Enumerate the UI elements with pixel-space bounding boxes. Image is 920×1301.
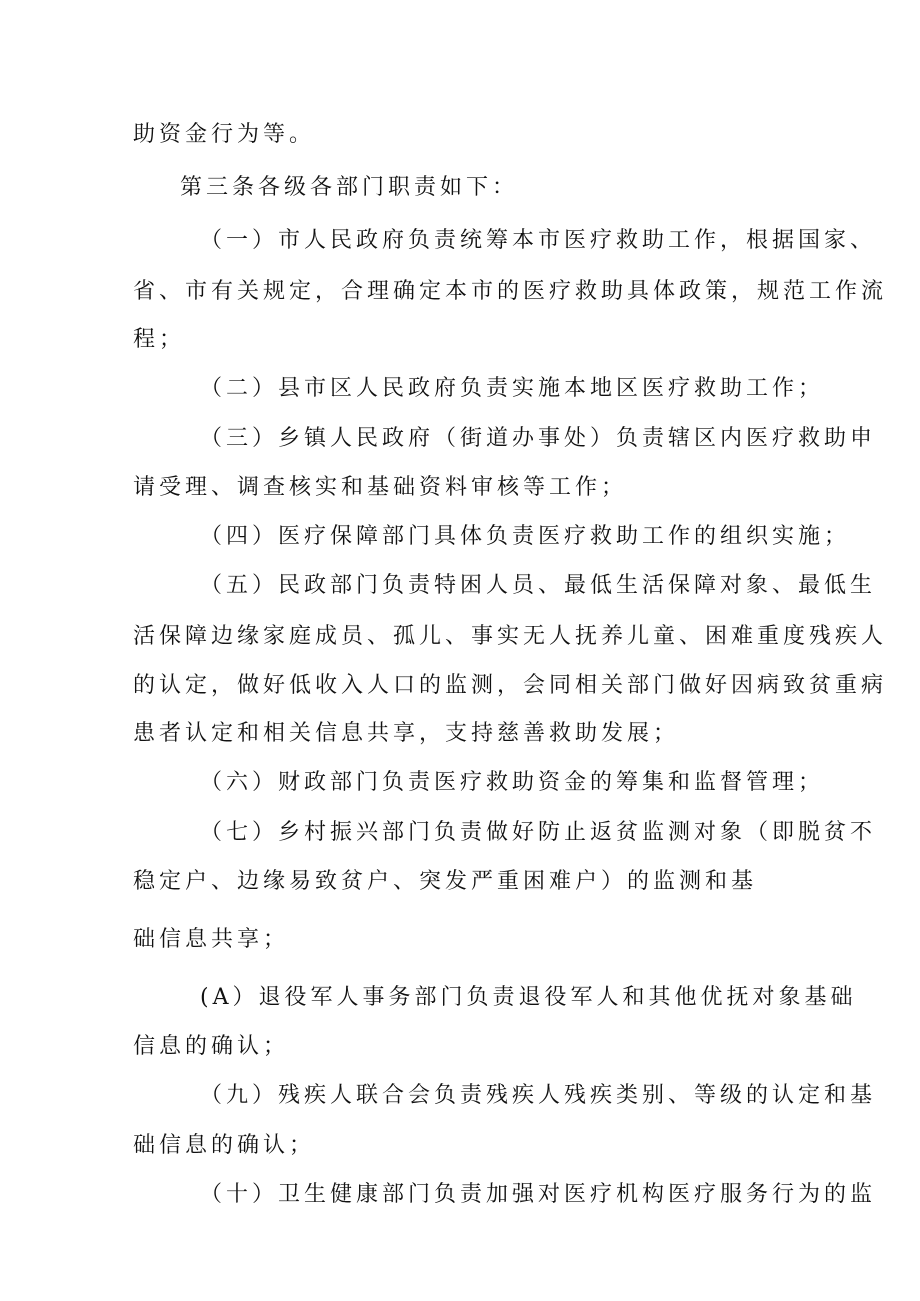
text-line: （三）乡镇人民政府（街道办事处）负责辖区内医疗救助申 (200, 426, 877, 451)
text-line: 的认定，做好低收入人口的监测，会同相关部门做好因病致贫重病 (133, 673, 888, 698)
text-line: （一）市人民政府负责统筹本市医疗救助工作，根据国家、 (200, 228, 877, 253)
text-line: 省、市有关规定，合理确定本市的医疗救助具体政策，规范工作流 (133, 279, 888, 304)
text-line: （四）医疗保障部门具体负责医疗救助工作的组织实施； (200, 524, 851, 549)
text-line: （十）卫生健康部门负责加强对医疗机构医疗服务行为的监 (200, 1182, 877, 1207)
text-line: (A）退役军人事务部门负责退役军人和其他优抚对象基础 (200, 985, 857, 1010)
text-line: 稳定户、边缘易致贫户、突发严重困难户）的监测和基 (133, 869, 758, 894)
text-line: 活保障边缘家庭成员、孤儿、事实无人抚养儿童、困难重度残疾人 (133, 624, 888, 649)
text-line: 助资金行为等。 (133, 122, 316, 147)
text-line: 础信息共享； (133, 927, 290, 952)
text-line: （七）乡村振兴部门负责做好防止返贫监测对象（即脱贫不 (200, 820, 877, 845)
text-line: 请受理、调查核实和基础资料审核等工作； (133, 475, 628, 500)
text-line: 础信息的确认； (133, 1133, 316, 1158)
text-line: （二）县市区人民政府负责实施本地区医疗救助工作； (200, 376, 825, 401)
text-line: （六）财政部门负责医疗救助资金的筹集和监督管理； (200, 770, 825, 795)
text-line: 程； (133, 327, 186, 352)
text-line: （九）残疾人联合会负责残疾人残疾类别、等级的认定和基 (200, 1083, 877, 1108)
text-line: 患者认定和相关信息共享，支持慈善救助发展； (133, 721, 680, 746)
text-line: 信息的确认； (133, 1034, 290, 1059)
article-heading: 第三条各级各部门职责如下： (180, 175, 519, 200)
text-line: （五）民政部门负责特困人员、最低生活保障对象、最低生 (200, 573, 877, 598)
